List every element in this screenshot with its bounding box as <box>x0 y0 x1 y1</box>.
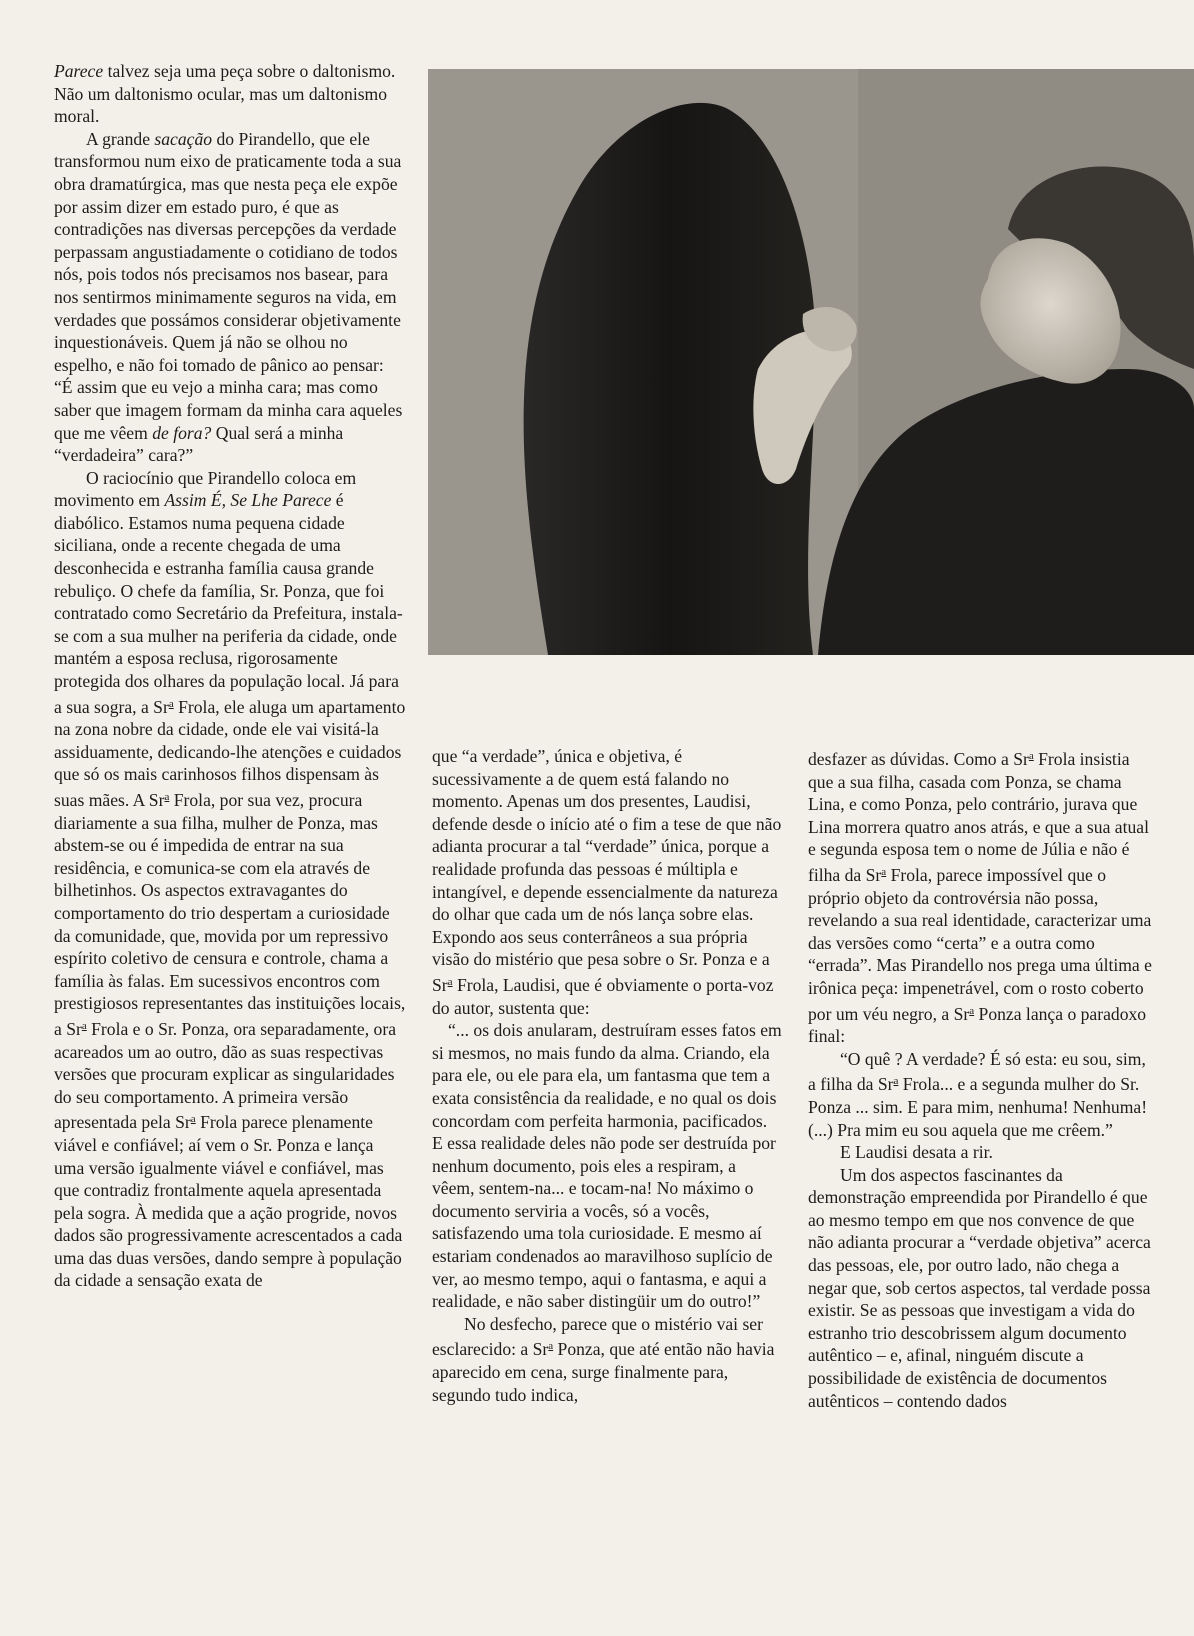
superscript: a <box>881 865 887 878</box>
superscript: a <box>447 975 453 988</box>
paragraph-text: talvez seja uma peça sobre o daltonismo. Não um daltonismo ocular, mas um daltonismo moral. <box>54 61 396 127</box>
paragraph-text: Qual será a minha “verdadeira” cara?” <box>54 422 344 466</box>
superscript: a <box>1028 750 1034 762</box>
paragraph-text: Frola parece plenamente viável e confiável; aí vem o Sr. Ponza e lança uma versão igualmente viável e confiável, mas que contradiz frontalmente aquela apresentada pela sogra. À medida que a ação progride, novos dados são progressivamente acrescentados a cada uma das duas versões, dando sempre à população da cidade a sensação exata de <box>54 1112 403 1291</box>
text-column-2 <box>432 745 782 1406</box>
paragraph-text: do Pirandello, que ele transformou num eixo de praticamente toda a sua obra dramatúrgica, mas que nesta peça ele expõe por assim dizer em estado puro, é que as contradições nas diversas percepções da verdade perpassam angustiadamente o cotidiano de todos nós, pois todos nós precisamos nos basear, para nos sentirmos minimamente seguros na vida, em verdades que possámos considerar objetivamente inquestionáveis. Quem já não se olhou no espelho, e não foi tomado de pânico ao pensar: “É assim que eu vejo a minha cara; mas como saber que imagem formam da minha cara aqueles que me vêem <box>54 128 403 443</box>
superscript: a <box>548 1340 554 1353</box>
emphasis: sacação <box>154 128 213 149</box>
paragraph-text: que “a verdade”, única e objetiva, é sucessivamente a de quem está falando no momento. Apenas um dos presentes, Laudisi, defende desde o início até o fim a tese de que não adianta procurar a tal “verdade” única, porque a realidade profunda das pessoas é múltipla e intangível, e depende essencialmente da natureza do olhar que cada um de nós lança sobre elas. Expondo aos seus conterrâneos a sua própria visão do mistério que pesa sobre o Sr. Ponza e a Sr <box>432 746 782 995</box>
block-quote <box>808 1048 1158 1119</box>
paragraph-text: Frola, parece impossível que o próprio objeto da controvérsia não possa, revelando a sua real identidade, caracterizar uma das versões como “certa” e a outra como “errada”. Mas Pirandello nos prega uma última e irônica peça: impenetrável, com o rosto coberto por um véu negro, a Sr <box>808 864 1152 1024</box>
paragraph-text: Frola, Laudisi, que é obviamente o porta-voz do autor, sustenta que: <box>432 974 774 1018</box>
paragraph: E Laudisi desata a rir. <box>840 1142 993 1163</box>
play-title: Assim É, Se Lhe Parece <box>164 490 332 511</box>
paragraph <box>54 60 406 128</box>
block-quote: “... os dois anularam, destruíram esses fatos em si mesmos, no mais fundo da alma. Criando, ela para ele, ou ele para ela, um fantasma que tem a exata consistência da realidade, e no qual os dois concordam com perfeita harmonia, pacificados. E essa realidade deles não pode ser destruída por nenhum documento, pois eles a respiram, a vêem, sentem-na... e tocam-na! No máximo o documento serviria a vocês, só a vocês, satisfazendo uma tola curiosidade. E mesmo aí estariam condenados ao maravilhoso suplício de ver, ao mesmo tempo, aqui o fantasma, e aqui a realidade, e não saber distingüir um do outro!” <box>432 1020 782 1312</box>
paragraph-text: A grande <box>86 128 155 149</box>
paragraph-text: Frola, ele aluga um apartamento na zona nobre da cidade, onde ele vai visitá-la assiduamente, dedicando-lhe atenções e cuidados que só os mais carinhosos filhos dispensam às suas mães. A Sr <box>54 696 406 810</box>
superscript: a <box>81 1019 87 1032</box>
paragraph-text: é diabólico. Estamos numa pequena cidade siciliana, onde a recente chegada de uma desconhecida e estranha família causa grande rebuliço. O chefe da família, Sr. Ponza, que foi contratado como Secretário da Prefeitura, instala-se com a sua mulher na periferia da cidade, onde mantém a esposa reclusa, rigorosamente protegida dos olhares da população local. Já para a sua sogra, a Sr <box>54 490 403 717</box>
text-column-1 <box>54 60 406 1292</box>
paragraph <box>54 128 406 467</box>
text-column-3 <box>808 745 1158 1412</box>
paragraph-text: No desfecho, parece que o mistério vai ser esclarecido: a Sr <box>432 1313 763 1360</box>
paragraph <box>432 745 782 1019</box>
paragraph-text: Frola insistia que a sua filha, casada com Ponza, se chama Lina, e como Ponza, pelo contrário, jurava que Lina morrera quatro anos atrás, e que a sua atual e segunda esposa tem o nome de Júlia e não é filha da Sr <box>808 749 1149 885</box>
paragraph <box>808 745 1158 1048</box>
paragraph <box>432 1313 782 1406</box>
photo-illustration <box>428 69 1194 655</box>
paragraph-text: Frola, por sua vez, procura diariamente a sua filha, mulher de Ponza, mas abstem-se ou é impedida de entrar na sua residência, e comunica-se com ela através de bilhetinhos. Os aspectos extravagantes do comportamento do trio despertam a curiosidade da comunidade, que, movida por um repressivo espírito coletivo de censura e controle, chama a família às falas. Em sucessivos encontros com prestigiosos representantes das instituições locais, a Sr <box>54 790 406 1039</box>
quote-line: (...) Pra mim eu sou aquela que me crêem.” <box>808 1119 1113 1140</box>
paragraph-text: Frola e o Sr. Ponza, ora separadamente, ora acareados um ao outro, dão as suas respectivas versões que procuram explicar as singularidades do seu comportamento. A primeira versão apresentada pela Sr <box>54 1018 396 1133</box>
stage-photograph <box>428 69 1194 655</box>
play-title-fragment: Parece <box>54 61 104 81</box>
superscript: a <box>893 1075 899 1088</box>
quote-text: Frola... e a segunda mulher do Sr. Ponza ... sim. E para mim, nenhuma! Nenhuma! <box>808 1074 1148 1117</box>
paragraph-text: Ponza, que até então não havia aparecido em cena, surge finalmente para, segundo tudo indica, <box>432 1339 775 1405</box>
superscript: a <box>164 791 170 803</box>
superscript: a <box>168 697 174 710</box>
superscript: a <box>190 1113 196 1126</box>
superscript: a <box>969 1004 975 1017</box>
paragraph <box>54 467 406 1292</box>
paragraph-text: O raciocínio que Pirandello coloca em movimento em <box>54 467 357 511</box>
paragraph: Um dos aspectos fascinantes da demonstração empreendida por Pirandello é que ao mesmo tempo em que nos convence de que não adianta procurar a “verdade objetiva” acerca das pessoas, ele, por outro lado, não chega a negar que, sob certos aspectos, tal verdade possa existir. Se as pessoas que investigam a vida do estranho trio descobrissem algum documento autêntico – e, afinal, ninguém discute a possibilidade de existência de documentos autênticos – contendo dados <box>808 1164 1151 1411</box>
quote-text: “O quê ? A verdade? É só esta: eu sou, sim, a filha da Sr <box>808 1048 1146 1095</box>
paragraph-text: Ponza lança o paradoxo final: <box>808 1003 1147 1047</box>
emphasis: de fora? <box>152 422 212 443</box>
paragraph-text: desfazer as dúvidas. Como a Sr <box>808 749 1029 769</box>
